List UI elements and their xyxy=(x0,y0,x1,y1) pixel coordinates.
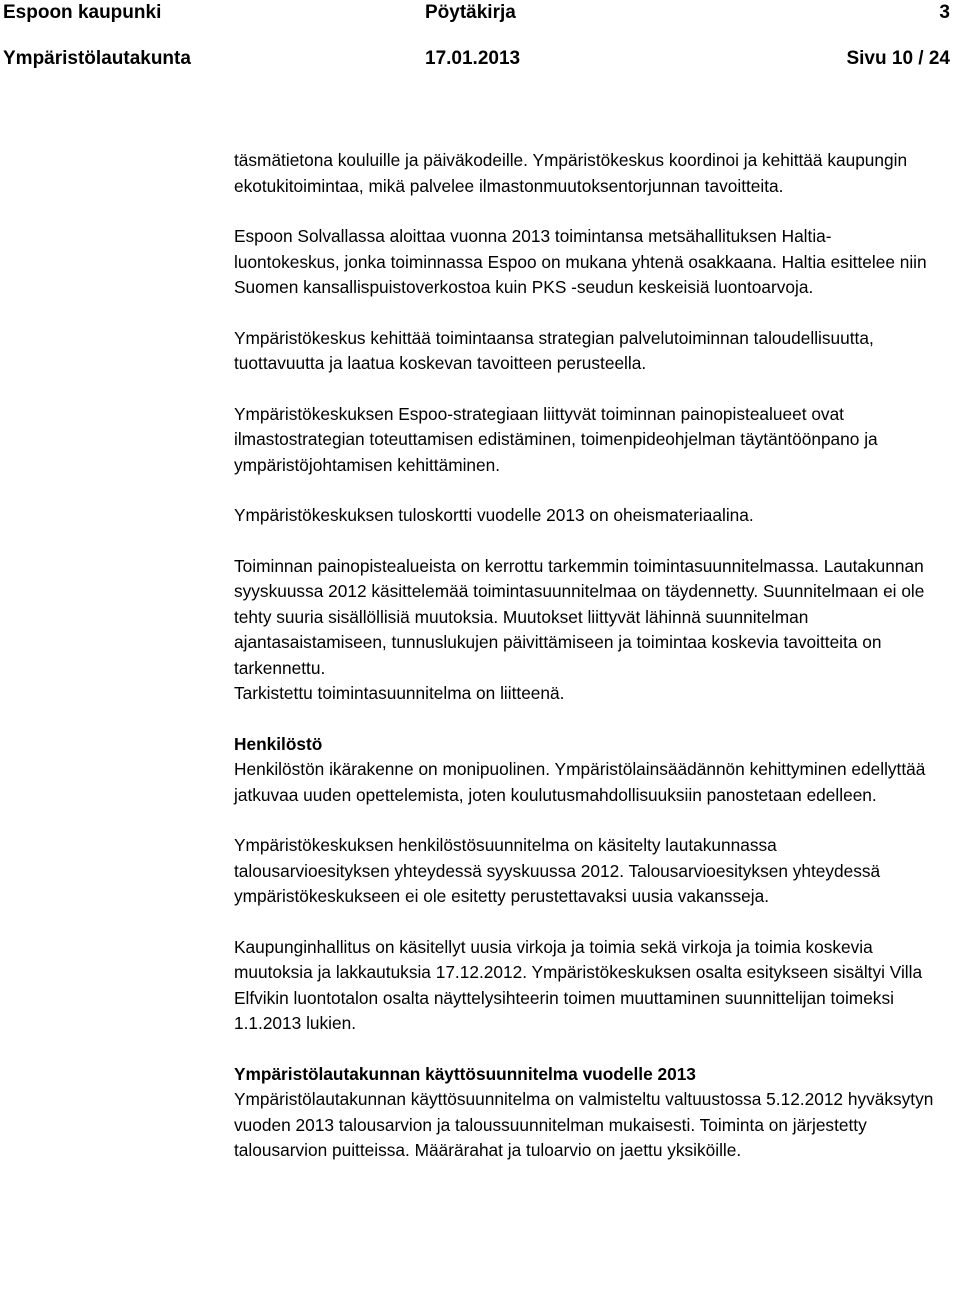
organization-name: Espoon kaupunki xyxy=(3,2,162,23)
section-personnel xyxy=(234,732,934,809)
heading-personnel: Henkilöstö xyxy=(234,733,323,754)
action-plan-text: Toiminnan painopistealueista on kerrottu tarkemmin toimintasuunnitelmassa. Lautakunnan syyskuussa 2012 käsittelemää toimintasuunnitelmaa on täydennetty. Suunnitelmaan ei ole tehty suuria sisällöllisiä muutoksia. Muutokset liittyvät lähinnä suunnitelman ajantasaistamiseen, tunnuslukujen päivittämiseen ja toimintaa koskevia tavoitteita on tarkennettu. xyxy=(234,555,925,678)
document-type: Pöytäkirja xyxy=(425,2,516,23)
document-body xyxy=(234,148,934,1189)
action-plan-attachment: Tarkistettu toimintasuunnitelma on liitteenä. xyxy=(234,683,565,703)
paragraph-haltia: Espoon Solvallassa aloittaa vuonna 2013 toimintansa metsähallituksen Haltia-luontokeskus, jonka toiminnassa Espoo on mukana yhtenä osakkaana. Haltia esittelee niin Suomen kansallispuistoverkostoa kuin PKS -seudun keskeisiä luontoarvoja. xyxy=(234,226,927,297)
meeting-date: 17.01.2013 xyxy=(425,48,521,69)
paragraph-action-plan xyxy=(234,554,934,707)
paragraph-usage-plan: Ympäristölautakunnan käyttösuunnitelma on valmisteltu valtuustossa 5.12.2012 hyväksytyn vuoden 2013 talousarvion ja taloussuunnitelman mukaisesti. Toiminta on järjestetty talousarvion puitteissa. Määrärahat ja tuloarvio on jaettu yksiköille. xyxy=(234,1089,934,1160)
committee-name: Ympäristölautakunta xyxy=(3,48,191,69)
paragraph-strategy-goal: Ympäristökeskus kehittää toimintaansa strategian palvelutoiminnan taloudellisuutta, tuottavuutta ja laatua koskevan tavoitteen perusteella. xyxy=(234,327,874,373)
paragraph-focus-areas: Ympäristökeskuksen Espoo-strategiaan liittyvät toiminnan painopistealueet ovat ilmastostrategian toteuttamisen edistäminen, toimenpideohjelman täytäntöönpano ja ympäristöjohtamisen kehittäminen. xyxy=(234,403,878,475)
paragraph-new-positions: Kaupunginhallitus on käsitellyt uusia virkoja ja toimia sekä virkoja ja toimia koskevia muutoksia ja lakkautuksia 17.12.2012. Ympäristökeskuksen osalta esitykseen sisältyi Villa Elfvikin luontotalon osalta näyttelysihteerin toimen muuttaminen suunnittelijan toimeksi 1.1.2013 lukien. xyxy=(234,936,923,1033)
paragraph-personnel-plan: Ympäristökeskuksen henkilöstösuunnitelma on käsitelty lautakunnassa talousarvioesityksen yhteydessä syyskuussa 2012. Talousarvioesityksen yhteydessä ympäristökeskukseen ei ole esitetty perustettavaksi uusia vakansseja. xyxy=(234,835,881,906)
page-number: Sivu 10 / 24 xyxy=(846,48,950,69)
page-header-top xyxy=(0,0,958,26)
paragraph-scorecard: Ympäristökeskuksen tuloskortti vuodelle 2013 on oheismateriaalina. xyxy=(234,505,754,525)
paragraph-age-structure: Henkilöstön ikärakenne on monipuolinen. Ympäristölainsäädännön kehittyminen edellyttää jatkuvaa uuden opettelemista, joten koulutusmahdollisuuksiin panostetaan edelleen. xyxy=(234,759,926,805)
paragraph-eco-support: täsmätietona kouluille ja päiväkodeille. Ympäristökeskus koordinoi ja kehittää kaupungin ekotukitoimintaa, mikä palvelee ilmastonmuutoksentorjunnan tavoitteita. xyxy=(234,150,908,196)
section-number: 3 xyxy=(939,2,950,23)
heading-usage-plan: Ympäristölautakunnan käyttösuunnitelma vuodelle 2013 xyxy=(234,1063,696,1084)
section-usage-plan xyxy=(234,1062,934,1164)
page-header-bottom xyxy=(0,46,958,72)
